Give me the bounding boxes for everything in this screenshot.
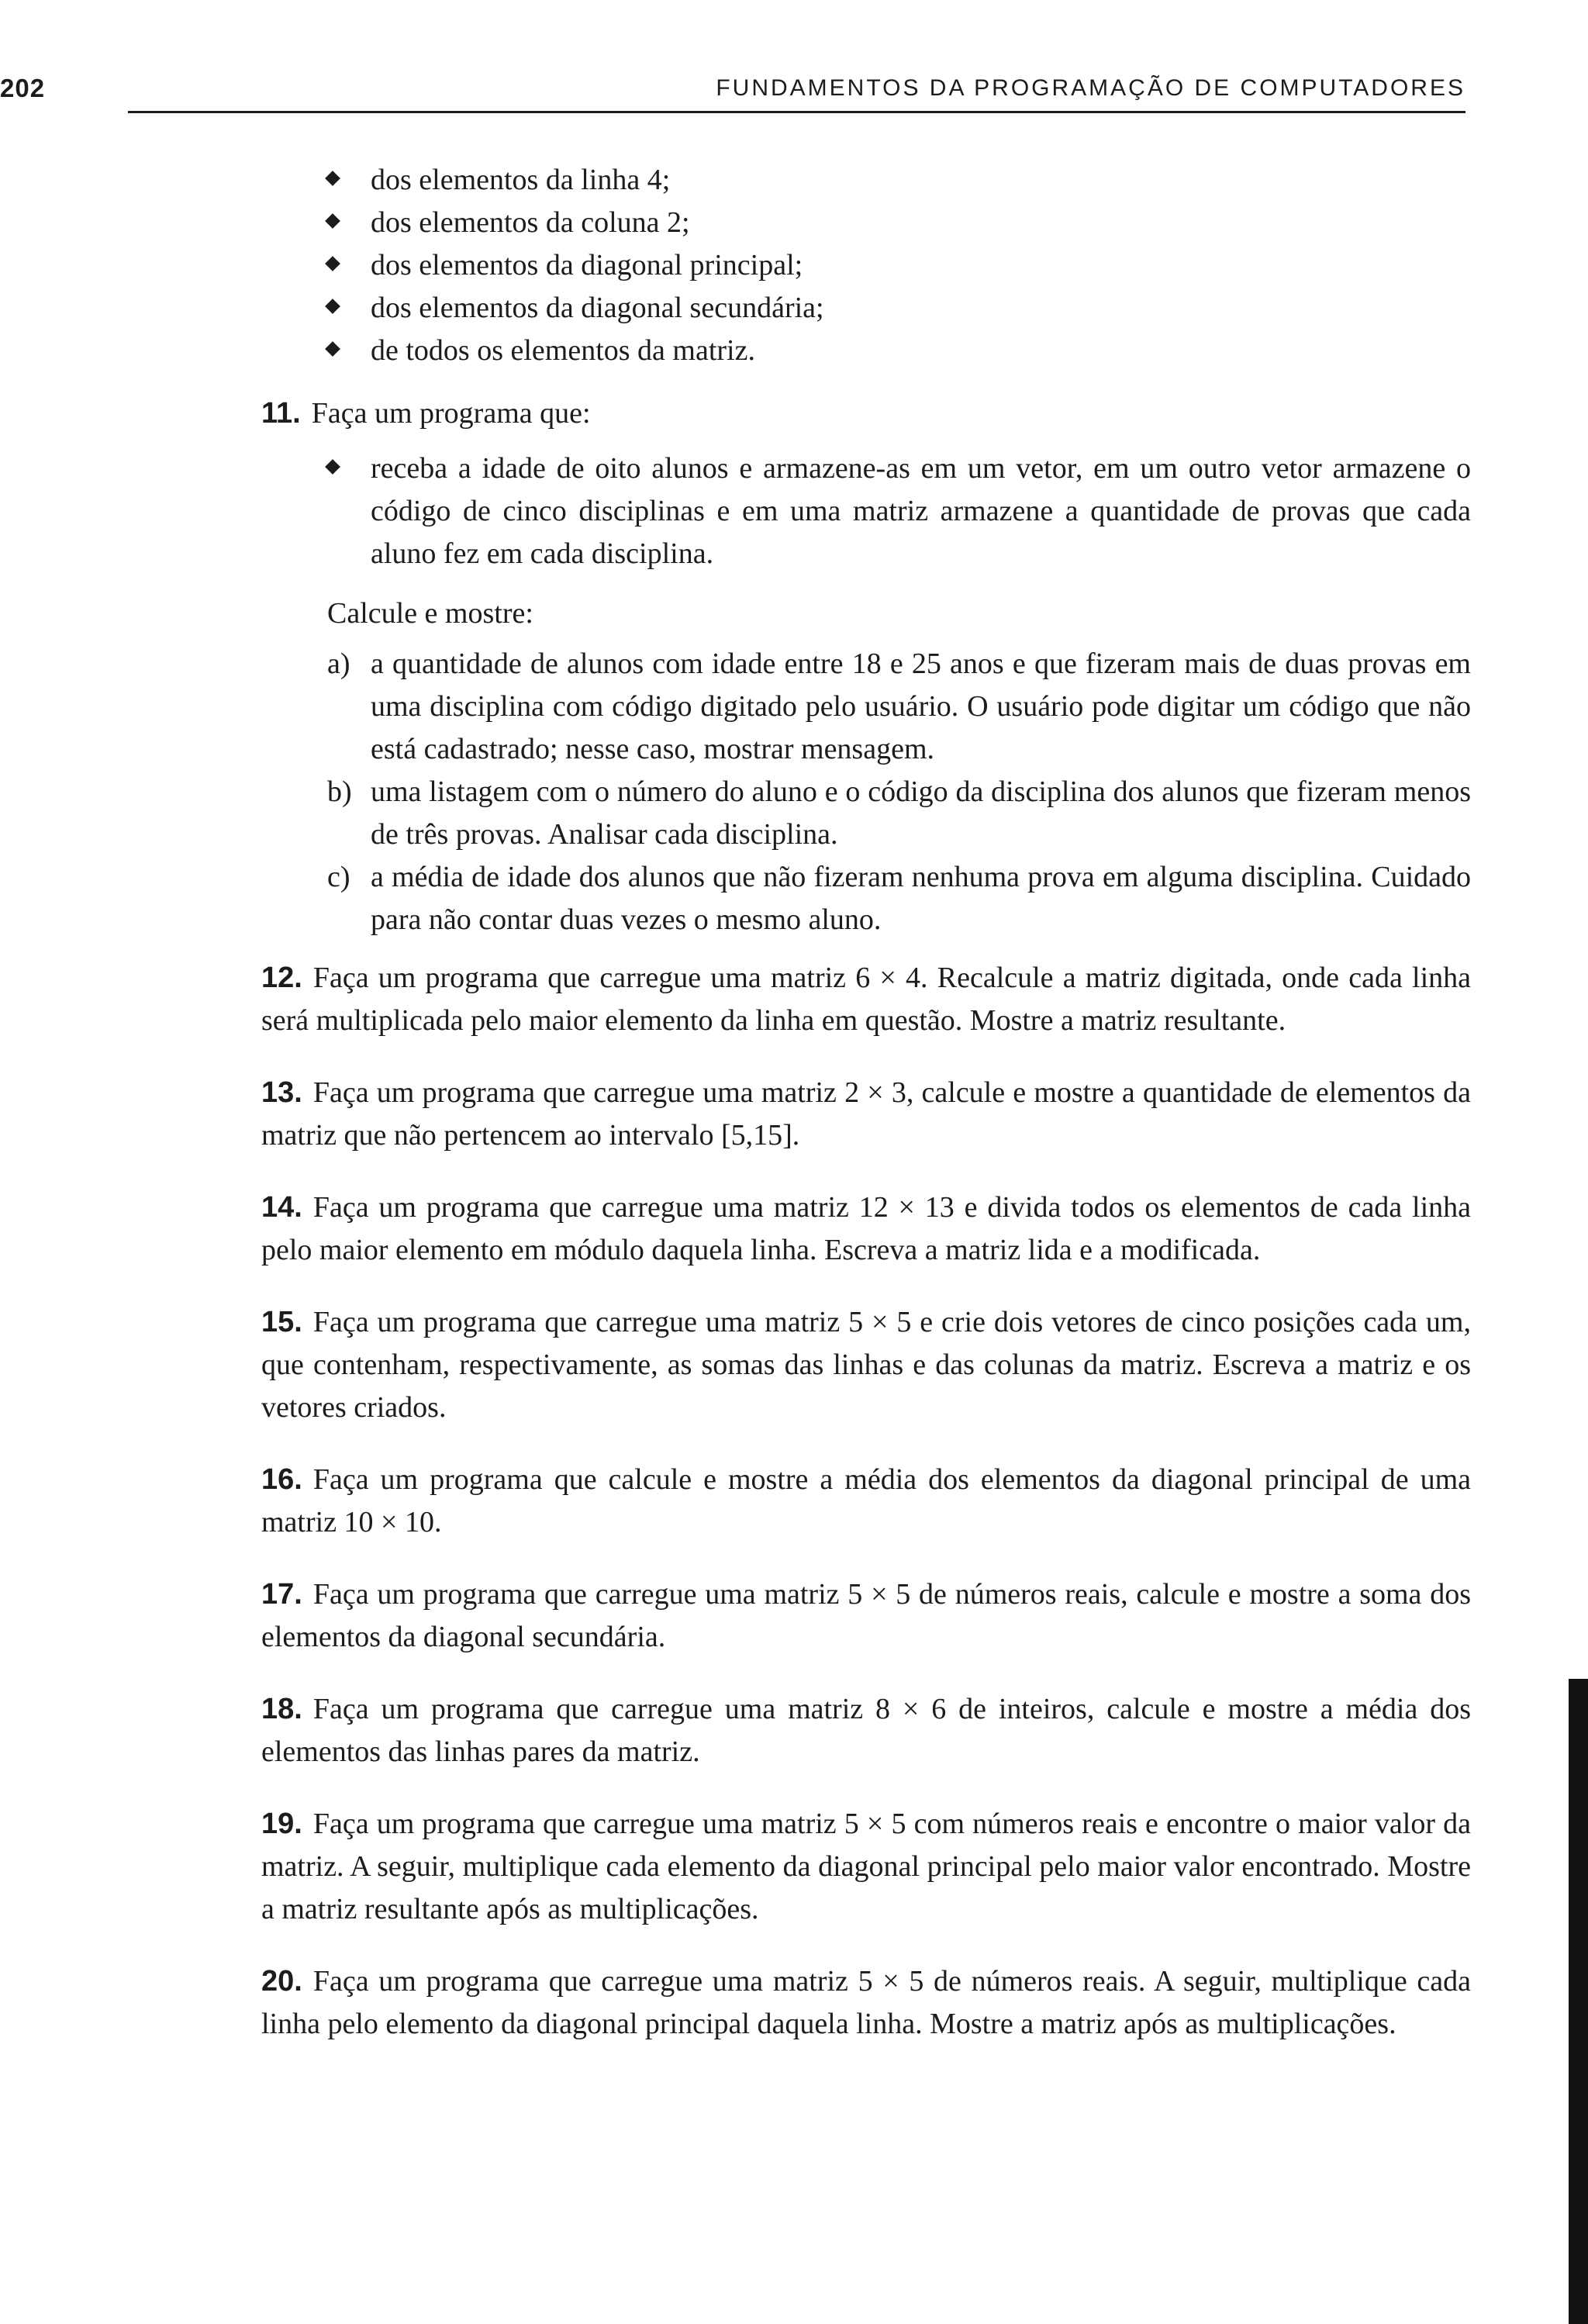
- question-number: 19.: [261, 1808, 302, 1840]
- question-20: 20. Faça um programa que carregue uma matriz 5 × 5 de números reais. A seguir, multiplique cada linha pelo elemento da diagonal principal daquela linha. Mostre a matriz após as multiplicações.: [261, 1965, 1471, 2040]
- question-number: 14.: [261, 1191, 302, 1224]
- question-12: 12. Faça um programa que carregue uma matriz 6 × 4. Recalcule a matriz digitada, onde cada linha será multiplicada pelo maior elemento da linha em questão. Mostre a matriz resultante.: [261, 962, 1471, 1037]
- list-item: dos elementos da linha 4;: [327, 159, 1471, 202]
- running-title: FUNDAMENTOS DA PROGRAMAÇÃO DE COMPUTADORES: [716, 75, 1465, 101]
- diamond-bullet-icon: [325, 171, 340, 186]
- diamond-bullet-icon: [325, 341, 340, 357]
- question-number: 16.: [261, 1463, 302, 1496]
- question-number: 11.: [261, 397, 301, 430]
- list-item: de todos os elementos da matriz.: [327, 330, 1471, 372]
- question-number: 18.: [261, 1693, 302, 1725]
- question-number: 17.: [261, 1578, 302, 1611]
- question-11: [261, 392, 1471, 941]
- question-number: 20.: [261, 1965, 302, 1998]
- top-bullet-list: [327, 159, 1471, 372]
- page-number: 202: [0, 74, 46, 102]
- item-letter: b): [327, 775, 352, 808]
- list-item: c) a média de idade dos alunos que não fizeram nenhuma prova em alguma disciplina. Cuidado para não contar duas vezes o mesmo aluno.: [327, 856, 1471, 941]
- question-14: 14. Faça um programa que carregue uma matriz 12 × 13 e divida todos os elementos de cada linha pelo maior elemento em módulo daquela linha. Escreva a matriz lida e a modificada.: [261, 1191, 1471, 1266]
- list-item: dos elementos da diagonal secundária;: [327, 287, 1471, 330]
- question-17: 17. Faça um programa que carregue uma matriz 5 × 5 de números reais, calcule e mostre a soma dos elementos da diagonal secundária.: [261, 1578, 1471, 1653]
- question-19: 19. Faça um programa que carregue uma matriz 5 × 5 com números reais e encontre o maior valor da matriz. A seguir, multiplique cada elemento da diagonal principal pelo maior valor encontrado. Mostre a matriz resultante após as multiplicações.: [261, 1808, 1471, 1925]
- calc-heading: Calcule e mostre:: [327, 597, 533, 630]
- page-header: [0, 74, 1465, 106]
- list-item: dos elementos da diagonal principal;: [327, 244, 1471, 287]
- page-edge-bar: [1569, 1679, 1588, 2324]
- question-number: 15.: [261, 1306, 302, 1338]
- q11-alpha-list: [327, 643, 1471, 941]
- question-number: 12.: [261, 962, 302, 994]
- diamond-bullet-icon: [325, 213, 340, 229]
- question-18: 18. Faça um programa que carregue uma matriz 8 × 6 de inteiros, calcule e mostre a média dos elementos das linhas pares da matriz.: [261, 1693, 1471, 1768]
- item-letter: a): [327, 647, 350, 680]
- diamond-bullet-icon: [325, 299, 340, 314]
- header-rule: [128, 111, 1465, 113]
- question-16: 16. Faça um programa que calcule e mostre a média dos elementos da diagonal principal de uma matriz 10 × 10.: [261, 1463, 1471, 1538]
- q11-bullet-list: [327, 447, 1471, 575]
- list-item: b) uma listagem com o número do aluno e o código da disciplina dos alunos que fizeram menos de três provas. Analisar cada disciplina.: [327, 771, 1471, 856]
- diamond-bullet-icon: [325, 459, 340, 475]
- question-13: 13. Faça um programa que carregue uma matriz 2 × 3, calcule e mostre a quantidade de elementos da matriz que não pertencem ao intervalo [5,15].: [261, 1076, 1471, 1152]
- question-15: 15. Faça um programa que carregue uma matriz 5 × 5 e crie dois vetores de cinco posições cada um, que contenham, respectivamente, as somas das linhas e das colunas da matriz. Escreva a matriz e os vetores criados.: [261, 1306, 1471, 1424]
- list-item: receba a idade de oito alunos e armazene-as em um vetor, em um outro vetor armazene o código de cinco disciplinas e em uma matriz armazene a quantidade de provas que cada aluno fez em cada disciplina.: [327, 447, 1471, 575]
- item-letter: c): [327, 861, 350, 893]
- page-content: [261, 159, 1471, 2046]
- list-item: dos elementos da coluna 2;: [327, 202, 1471, 244]
- question-intro: Faça um programa que:: [311, 397, 591, 430]
- question-number: 13.: [261, 1076, 302, 1109]
- list-item: a) a quantidade de alunos com idade entre 18 e 25 anos e que fizeram mais de duas provas em uma disciplina com código digitado pelo usuário. O usuário pode digitar um código que não está cadastrado; nesse caso, mostrar mensagem.: [327, 643, 1471, 771]
- diamond-bullet-icon: [325, 256, 340, 271]
